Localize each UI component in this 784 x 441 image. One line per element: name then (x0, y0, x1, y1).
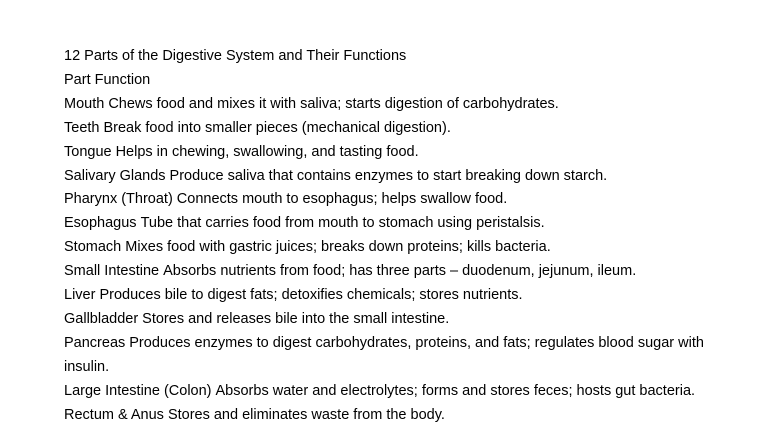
header-function: Function (94, 71, 151, 88)
row-function: Stores and eliminates waste from the body. (167, 406, 445, 423)
table-row (64, 165, 704, 189)
table-row (64, 212, 704, 236)
row-function: Produce saliva that contains enzymes to start breaking down starch. (169, 167, 608, 184)
table-row (64, 117, 704, 141)
row-function: Stores and releases bile into the small intestine. (142, 310, 450, 327)
row-function: Produces bile to digest fats; detoxifies chemicals; stores nutrients. (99, 287, 523, 304)
table-row (64, 308, 704, 332)
header-part: Part (64, 71, 91, 88)
table-row (64, 236, 704, 260)
document-title: 12 Parts of the Digestive System and Their Functions (64, 48, 407, 64)
table-row (64, 380, 704, 404)
row-function: Mixes food with gastric juices; breaks down proteins; kills bacteria. (125, 239, 551, 256)
row-part: Salivary Glands (64, 167, 166, 184)
row-function: Connects mouth to esophagus; helps swallow food. (176, 191, 508, 208)
row-part: Teeth (64, 119, 100, 136)
row-part: Liver (64, 287, 96, 304)
table-header (64, 69, 704, 93)
row-function: Absorbs nutrients from food; has three parts – duodenum, jejunum, ileum. (163, 263, 637, 280)
table-row (64, 284, 704, 308)
row-part: Pharynx (Throat) (64, 191, 173, 208)
table-row (64, 404, 704, 428)
table-row (64, 260, 704, 284)
row-function: Tube that carries food from mouth to stomach using peristalsis. (140, 215, 545, 232)
row-part: Rectum & Anus (64, 406, 164, 423)
row-part: Small Intestine (64, 263, 160, 280)
row-function: Produces enzymes to digest carbohydrates, proteins, and fats; regulates blood sugar with insulin. (64, 334, 704, 375)
table-row (64, 141, 704, 165)
row-function: Absorbs water and electrolytes; forms and stores feces; hosts gut bacteria. (215, 382, 696, 399)
row-part: Tongue (64, 143, 112, 160)
row-part: Esophagus (64, 215, 137, 232)
row-part: Gallbladder (64, 310, 139, 327)
table-row (64, 332, 704, 380)
table-row (64, 93, 704, 117)
row-part: Mouth (64, 95, 105, 112)
table-row (64, 188, 704, 212)
row-function: Chews food and mixes it with saliva; starts digestion of carbohydrates. (108, 95, 559, 112)
row-part: Stomach (64, 239, 122, 256)
row-part: Pancreas (64, 334, 126, 351)
document-page (64, 45, 704, 428)
row-function: Helps in chewing, swallowing, and tasting food. (115, 143, 419, 160)
row-part: Large Intestine (Colon) (64, 382, 212, 399)
row-function: Break food into smaller pieces (mechanical digestion). (103, 119, 451, 136)
